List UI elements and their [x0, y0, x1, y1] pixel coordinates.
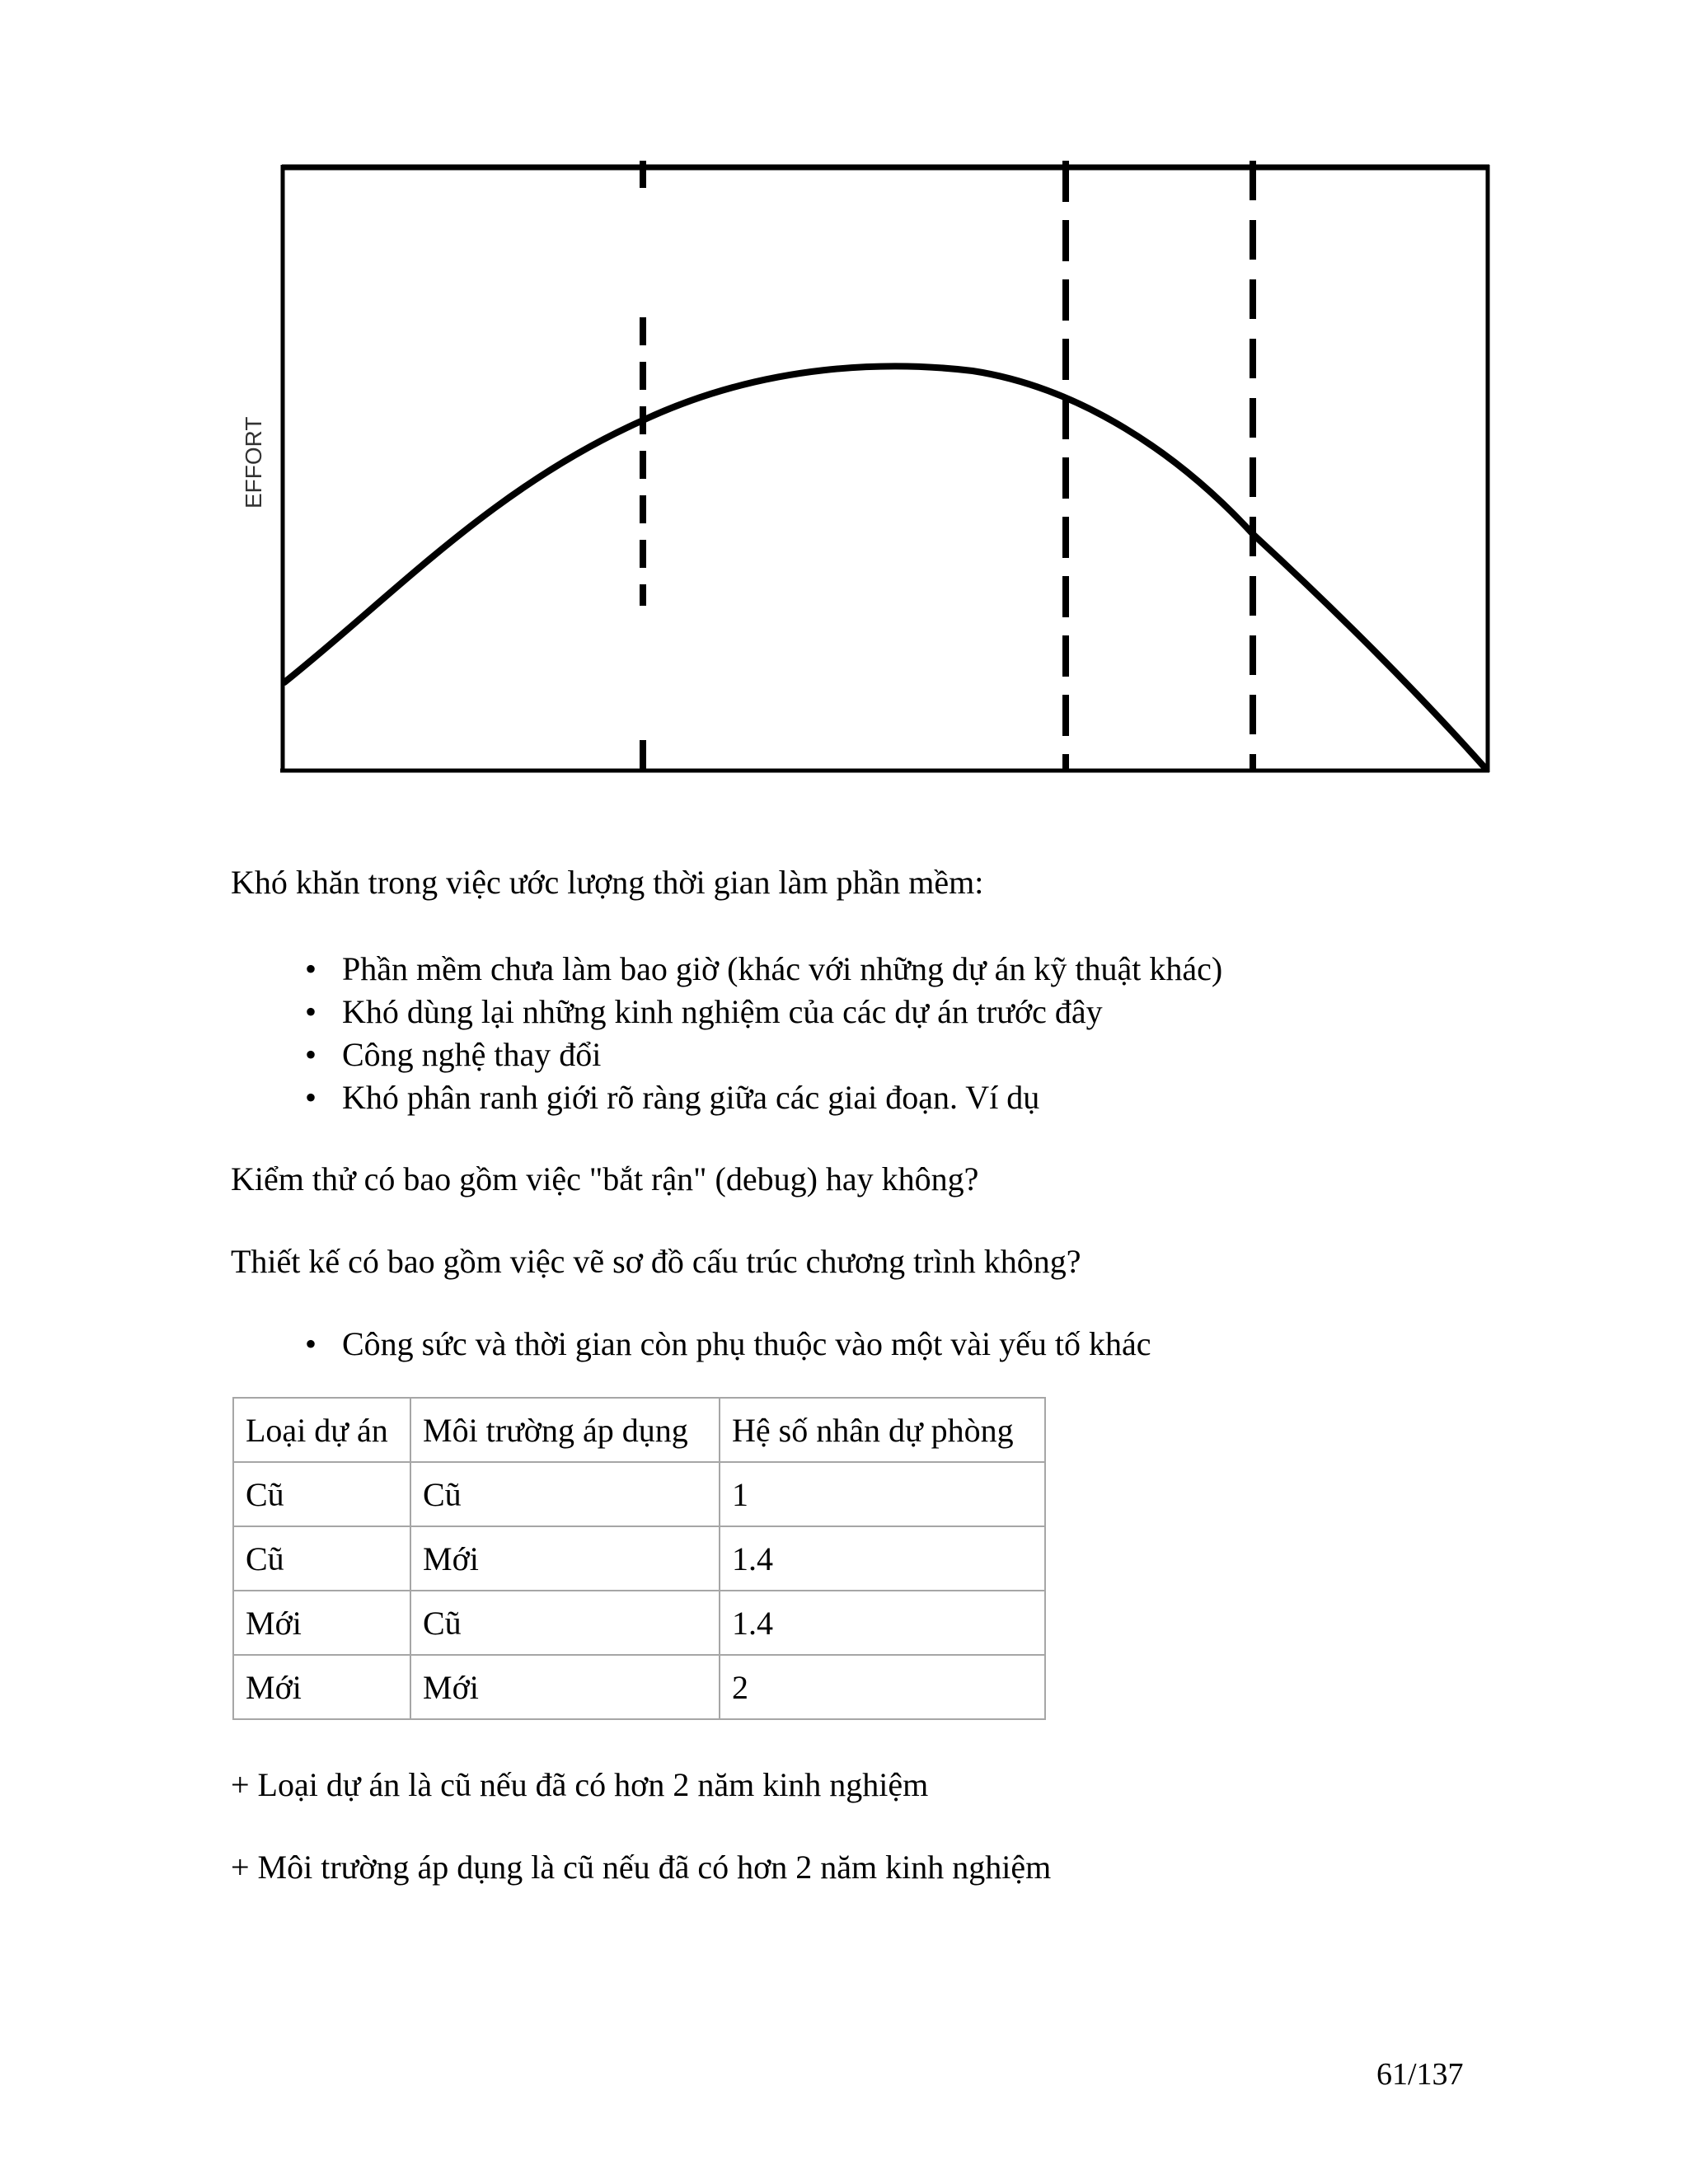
table-row: [233, 1591, 1045, 1655]
list-item: • Khó dùng lại những kinh nghiệm của các dự án trước đây: [305, 991, 1508, 1033]
table-cell: Mới: [410, 1526, 720, 1591]
table-cell: Cũ: [233, 1526, 410, 1591]
list-item: • Công nghệ thay đổi: [305, 1033, 1508, 1076]
table-cell: Mới: [233, 1591, 410, 1655]
list-item: • Công sức và thời gian còn phụ thuộc vào một vài yếu tố khác: [305, 1323, 1508, 1366]
intro-text: Khó khăn trong việc ước lượng thời gian làm phần mềm:: [231, 864, 984, 901]
table-row: [233, 1655, 1045, 1719]
table-cell: Cũ: [410, 1591, 720, 1655]
difficulty-list: [305, 948, 1508, 1119]
header-factor: Hệ số nhân dự phòng: [720, 1398, 1045, 1462]
table-cell: Cũ: [233, 1462, 410, 1526]
table-cell: 2: [720, 1655, 1045, 1719]
y-axis-label: EFFORT: [241, 416, 266, 509]
contingency-factor-table: [232, 1397, 1046, 1720]
table-row: [233, 1526, 1045, 1591]
table-row: [233, 1462, 1045, 1526]
list-item: • Phần mềm chưa làm bao giờ (khác với những dự án kỹ thuật khác): [305, 948, 1508, 991]
table-cell: Mới: [233, 1655, 410, 1719]
page-number: 61/137: [1376, 2057, 1464, 2092]
table-cell: 1.4: [720, 1526, 1045, 1591]
effort-curve: [284, 366, 1485, 768]
effort-curve-svg: [231, 148, 1517, 799]
table-cell: 1: [720, 1462, 1045, 1526]
header-environment: Môi trường áp dụng: [410, 1398, 720, 1462]
note-project-type: + Loại dự án là cũ nếu đã có hơn 2 năm kinh nghiệm: [231, 1766, 929, 1803]
question-design: Thiết kế có bao gồm việc vẽ sơ đồ cấu trúc chương trình không?: [231, 1243, 1081, 1280]
question-debug: Kiểm thử có bao gồm việc "bắt rận" (debug) hay không?: [231, 1160, 979, 1197]
header-project-type: Loại dự án: [233, 1398, 410, 1462]
table-cell: 1.4: [720, 1591, 1045, 1655]
note-environment: + Môi trường áp dụng là cũ nếu đã có hơn 2 năm kinh nghiệm: [231, 1849, 1052, 1886]
extra-point-list: [305, 1323, 1508, 1366]
list-item: • Khó phân ranh giới rõ ràng giữa các giai đoạn. Ví dụ: [305, 1076, 1508, 1119]
table-cell: Mới: [410, 1655, 720, 1719]
effort-curve-figure: [231, 148, 1517, 799]
table-header-row: [233, 1398, 1045, 1462]
table-cell: Cũ: [410, 1462, 720, 1526]
